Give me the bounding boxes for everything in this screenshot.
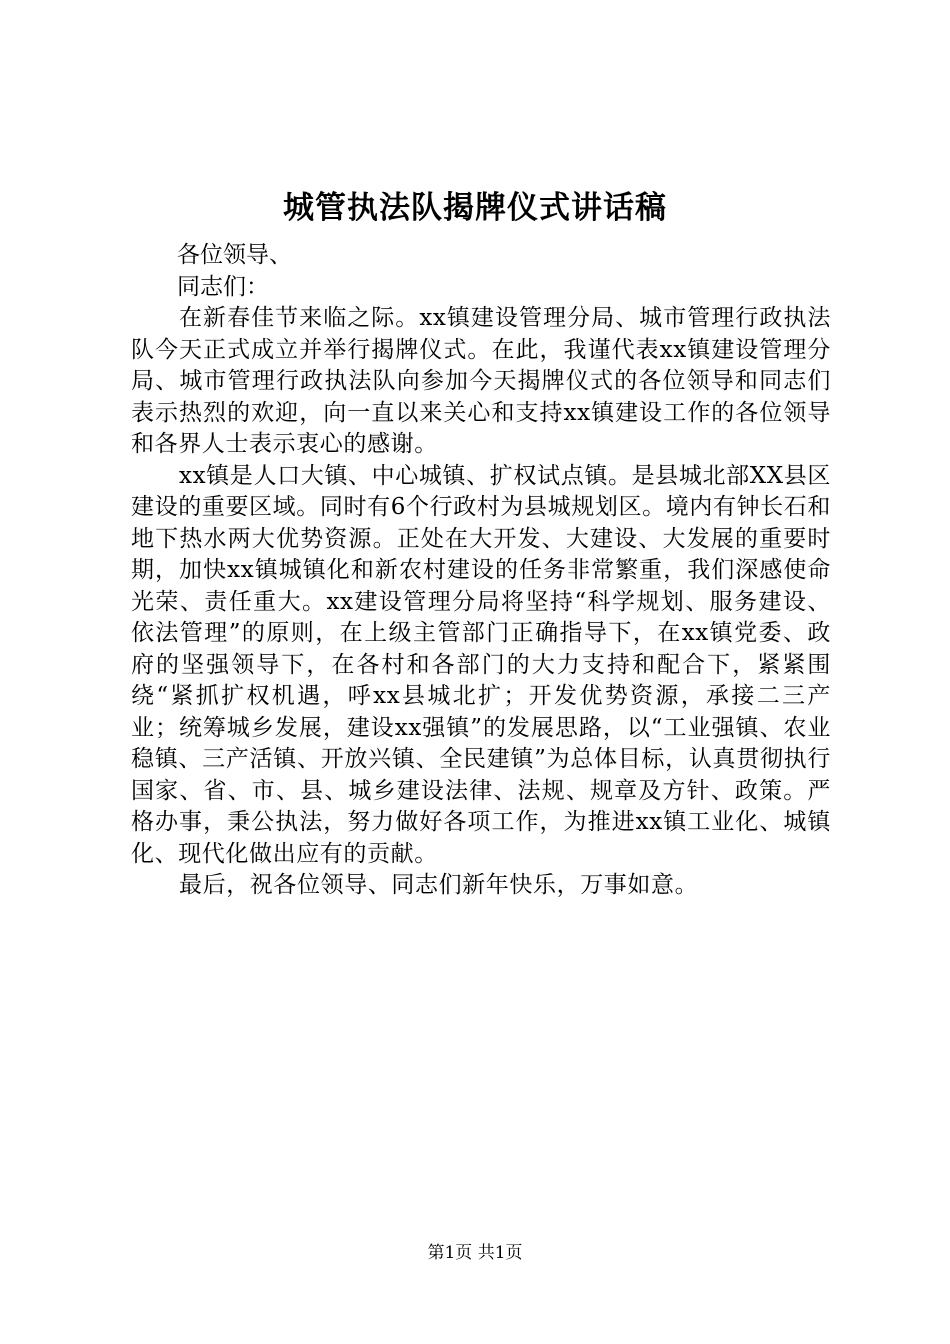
document-title: 城管执法队揭牌仪式讲话稿: [283, 190, 667, 226]
salutation-leaders: 各位领导、: [177, 242, 292, 268]
document-body: [131, 240, 831, 902]
paragraph-town-overview: xx镇是人口大镇、中心城镇、扩权试点镇。是县城北部XX县区建设的重要区域。同时有6个行政村为县城规划区。境内有钟长石和地下热水两大优势资源。正处在大开发、大建设、大发展的重要时期，加快xx镇城镇化和新农村建设的任务非常繁重，我们深感使命光荣、责任重大。xx建设管理分局将坚持“科学规划、服务建设、依法管理”的原则，在上级主管部门正确指导下，在xx镇党委、政府的坚强领导下，在各村和各部门的大力支持和配合下，紧紧围绕“紧抓扩权机遇，呼xx县城北扩；开发优势资源，承接二三产业；统筹城乡发展，建设xx强镇”的发展思路，以“工业强镇、农业稳镇、三产活镇、开放兴镇、全民建镇”为总体目标，认真贯彻执行国家、省、市、县、城乡建设法律、法规、规章及方针、政策。严格办事，秉公执法，努力做好各项工作，为推进xx镇工业化、城镇化、现代化做出应有的贡献。: [131, 462, 831, 867]
paragraph-closing: 最后，祝各位领导、同志们新年快乐，万事如意。: [179, 872, 699, 898]
paragraph-opening: 在新春佳节来临之际。xx镇建设管理分局、城市管理行政执法队今天正式成立并举行揭牌仪式。在此，我谨代表xx镇建设管理分局、城市管理行政执法队向参加今天揭牌仪式的各位领导和同志们表示热烈的欢迎，向一直以来关心和支持xx镇建设工作的各位领导和各界人士表示衷心的感谢。: [131, 305, 831, 457]
page-footer: 第1页 共1页: [427, 1243, 523, 1263]
salutation-comrades: 同志们：: [177, 273, 269, 300]
